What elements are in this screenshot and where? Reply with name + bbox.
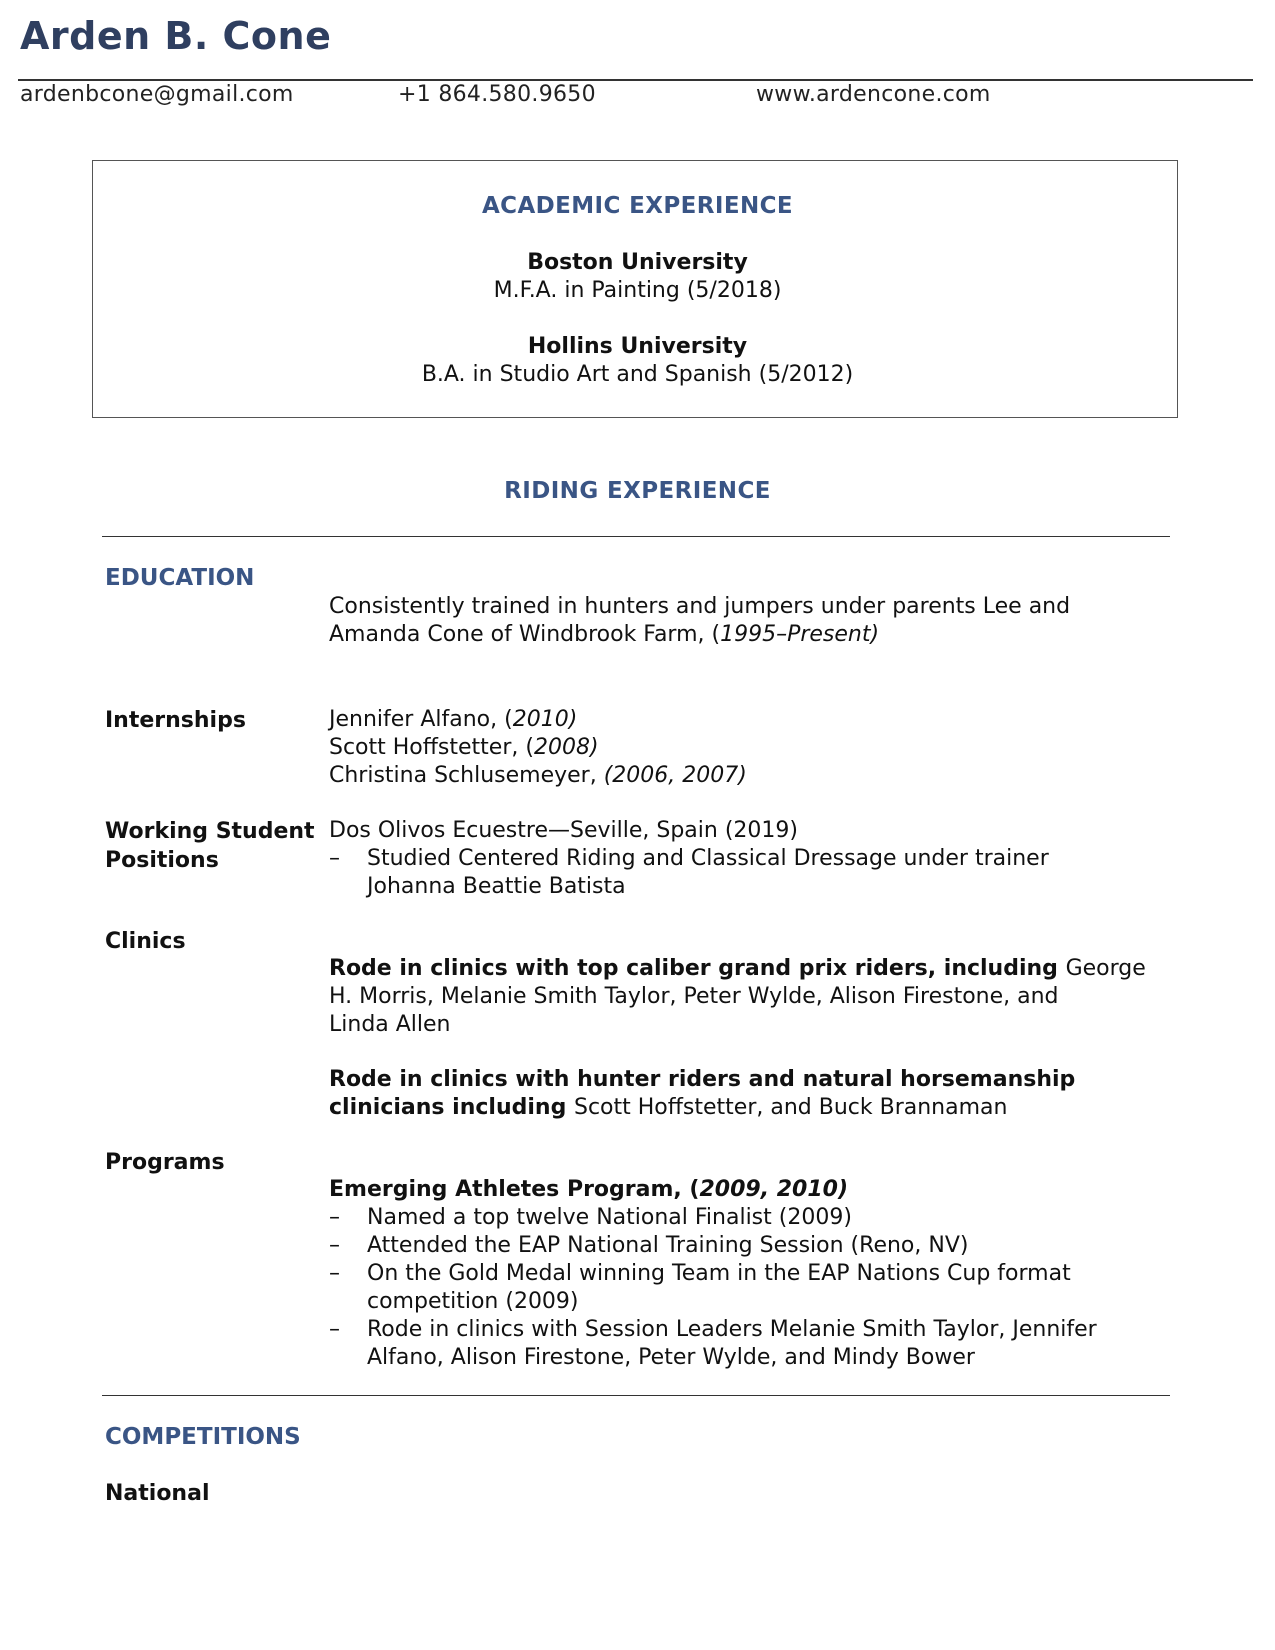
internships-list	[329, 706, 1169, 790]
internship-name: Scott Hoffstetter, (	[329, 735, 534, 760]
header-divider	[18, 79, 1253, 81]
working-student-label: Positions	[105, 848, 219, 873]
internship-years: 2008)	[533, 735, 599, 760]
internship-years: 2010)	[512, 707, 578, 732]
program-years: 2009, 2010)	[699, 1177, 849, 1202]
program-detail: Rode in clinics with Session Leaders Melanie Smith Taylor, Jennifer	[367, 1317, 1097, 1342]
program-detail: Alfano, Alison Firestone, Peter Wylde, and Mindy Bower	[367, 1345, 975, 1370]
list-item	[329, 1316, 1169, 1344]
school-name: Boston University	[527, 250, 748, 275]
clinics-text	[329, 955, 1169, 1122]
program-detail: competition (2009)	[367, 1289, 579, 1314]
program-name: Emerging Athletes Program, (	[329, 1177, 700, 1202]
list-item	[329, 706, 1169, 734]
clinics-line: H. Morris, Melanie Smith Taylor, Peter Wylde, Alison Firestone, and	[329, 984, 1059, 1009]
clinics-line	[329, 1094, 1169, 1122]
clinics-names: George	[1065, 956, 1146, 981]
school-degree: M.F.A. in Painting (5/2018)	[493, 278, 782, 303]
education-text-plain: Amanda Cone of Windbrook Farm, (	[329, 622, 721, 647]
working-student-heading	[105, 817, 315, 875]
list-item	[329, 845, 1169, 873]
program-detail: Attended the EAP National Training Session (Reno, NV)	[367, 1233, 969, 1258]
internship-name: Jennifer Alfano, (	[329, 707, 513, 732]
list-item	[329, 762, 1169, 790]
program-title	[329, 1176, 1169, 1204]
dash-bullet: –	[329, 1205, 340, 1230]
program-detail: On the Gold Medal winning Team in the EAP Nations Cup format	[367, 1261, 1071, 1286]
clinics-heading: Clinics	[105, 929, 186, 954]
program-detail: Named a top twelve National Finalist (2009)	[367, 1205, 852, 1230]
education-heading: EDUCATION	[105, 565, 255, 591]
dash-bullet: –	[329, 1317, 340, 1342]
education-line: Consistently trained in hunters and jumpers under parents Lee and	[329, 594, 1071, 619]
clinics-names: Scott Hoffstetter, and Buck Brannaman	[573, 1095, 1008, 1120]
clinics-line: Linda Allen	[329, 1012, 451, 1037]
working-student-label: Working Student	[105, 819, 315, 844]
internships-heading: Internships	[105, 708, 246, 733]
dash-bullet: –	[329, 1233, 340, 1258]
list-item	[329, 1232, 1169, 1260]
school-degree: B.A. in Studio Art and Spanish (5/2012)	[421, 362, 854, 387]
dash-bullet: –	[329, 846, 340, 871]
clinics-line	[329, 955, 1169, 983]
section-divider	[102, 1395, 1170, 1396]
riding-heading: RIDING EXPERIENCE	[504, 478, 771, 504]
internship-name: Christina Schlusemeyer,	[329, 763, 604, 788]
programs-heading: Programs	[105, 1150, 225, 1175]
website-link[interactable]: www.ardencone.com	[756, 82, 991, 107]
competitions-heading: COMPETITIONS	[105, 1424, 301, 1450]
phone-number: +1 864.580.9650	[398, 82, 596, 107]
working-student-detail: Johanna Beattie Batista	[367, 874, 626, 899]
school-name: Hollins University	[527, 334, 748, 359]
working-student-detail: Studied Centered Riding and Classical Dressage under trainer	[367, 846, 1049, 871]
paragraph-gap	[329, 1039, 1169, 1066]
section-divider	[102, 536, 1170, 537]
list-item	[329, 734, 1169, 762]
email-link[interactable]: ardenbcone@gmail.com	[20, 82, 294, 107]
list-item	[329, 1260, 1169, 1288]
resume-name: Arden B. Cone	[20, 14, 332, 58]
programs-text	[329, 1176, 1169, 1372]
dash-bullet: –	[329, 1261, 340, 1286]
competitions-national-heading: National	[105, 1481, 210, 1506]
working-student-text	[329, 817, 1169, 901]
clinics-lead: clinicians including	[329, 1095, 574, 1120]
internship-years: (2006, 2007)	[603, 763, 747, 788]
clinics-line: Rode in clinics with hunter riders and natural horsemanship	[329, 1067, 1076, 1092]
academic-heading: ACADEMIC EXPERIENCE	[481, 193, 794, 219]
list-item	[329, 1204, 1169, 1232]
education-line	[329, 621, 1169, 649]
education-text	[329, 593, 1169, 649]
clinics-lead: Rode in clinics with top caliber grand prix riders, including	[329, 956, 1066, 981]
working-student-place: Dos Olivos Ecuestre—Seville, Spain (2019)	[329, 818, 798, 843]
education-years: 1995–Present)	[720, 622, 880, 647]
